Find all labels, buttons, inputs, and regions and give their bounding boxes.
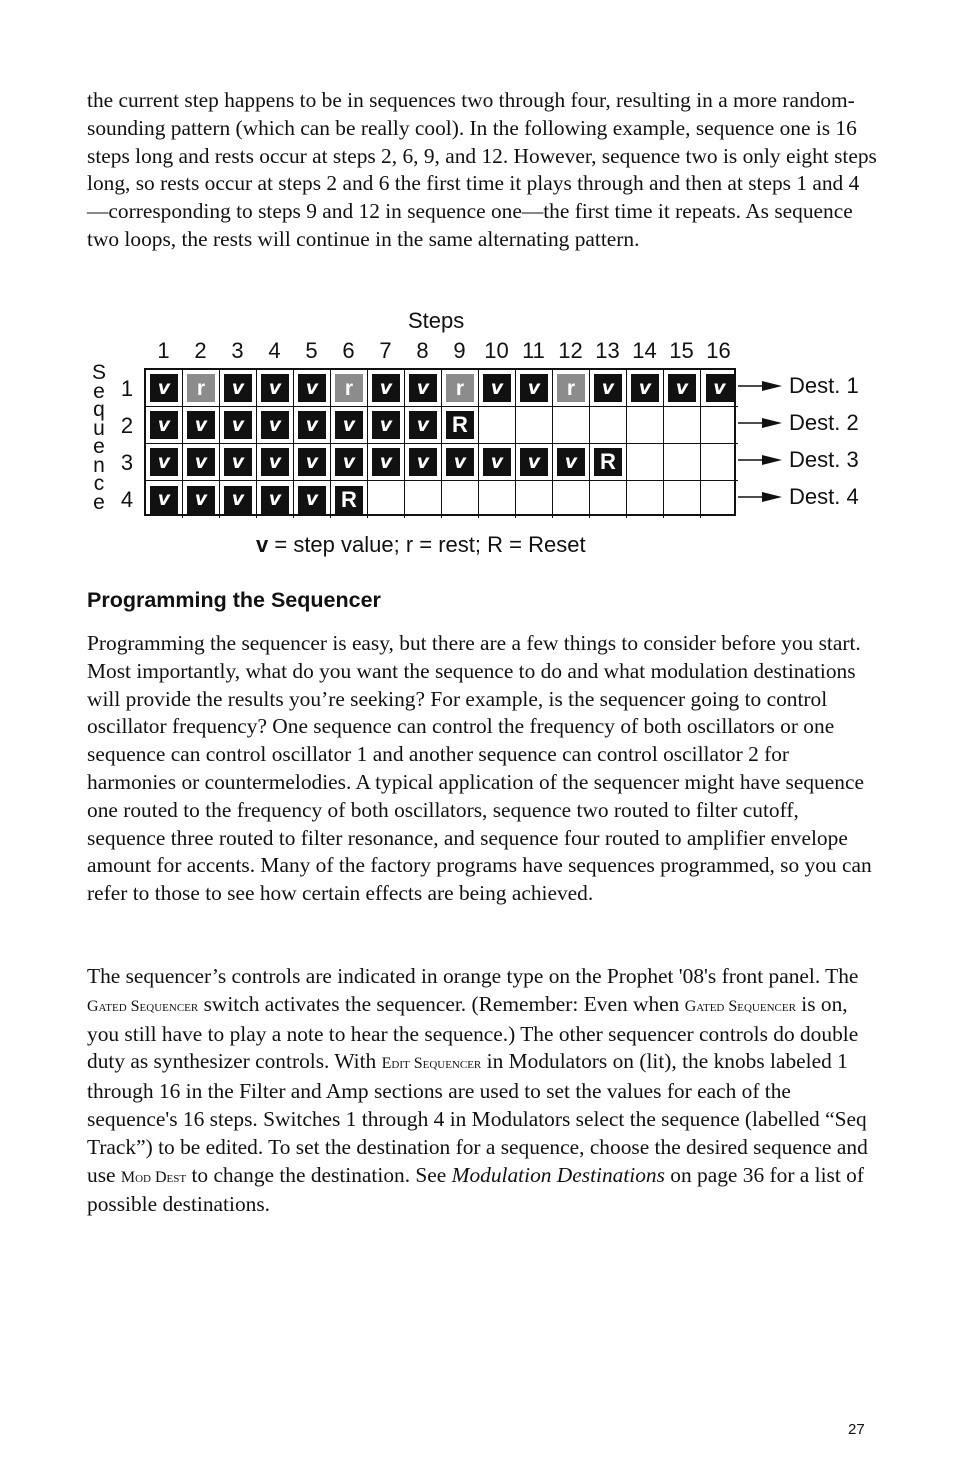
- step-value-chip: v: [557, 448, 585, 476]
- sequence-number: 2: [120, 413, 134, 438]
- step-cell: [331, 407, 368, 444]
- sequence-label-letter: u: [93, 416, 105, 440]
- programming-paragraph: Programming the sequencer is easy, but there are a few things to consider before you start. Most importantly, what do you want the sequence to do and what modulation destinations will provide the results you’re seeking? For example, is the sequencer going to control oscillator frequency? One sequence can control the frequency of both oscillators or one sequence can control oscillator 1 and another sequence can control oscillator 2 for harmonies or countermelodies. A typical application of the sequencer might have sequence one routed to the frequency of both oscillators, sequence two routed to filter cutoff, sequence three routed to filter resonance, and sequence four routed to amplifier envelope amount for accents. Many of the factory programs have sequences programmed, so you can refer to those to see how certain effects are being achieved.: [87, 631, 872, 906]
- sequence-number: 1: [120, 376, 134, 401]
- step-value-chip: v: [224, 448, 252, 476]
- step-cell: [257, 481, 294, 518]
- step-cell: [627, 444, 664, 481]
- step-cell: [368, 370, 405, 407]
- step-cell: [627, 481, 664, 518]
- step-cell: [479, 481, 516, 518]
- step-value-chip: v: [224, 411, 252, 439]
- step-cell: [368, 407, 405, 444]
- step-cell: [294, 370, 331, 407]
- arrow-right-icon: [738, 491, 784, 503]
- text-run: The sequencer’s controls are indicated in orange type on the Prophet '08's front panel. The: [87, 964, 859, 988]
- step-cell: [442, 481, 479, 518]
- step-number: 6: [342, 338, 355, 363]
- step-value-chip: v: [298, 374, 326, 402]
- step-number: 10: [484, 338, 509, 363]
- text-run: in Modulators on (lit), the knobs labeled 1 through 16 in the Filter and Amp sections are used to set the values for each of the sequence's 16 steps. Switches 1 through 4 in Modulators select the sequence (labelled “Seq Track”) to be edited. To set the destination for a sequence, choose the desired sequence and use: [87, 1049, 868, 1187]
- step-cell: [331, 444, 368, 481]
- step-cell: [183, 370, 220, 407]
- step-cell: [220, 444, 257, 481]
- step-cell: [294, 407, 331, 444]
- step-cell: [294, 444, 331, 481]
- mod-dest-term: Mod Dest: [120, 1168, 187, 1186]
- step-value-chip: v: [150, 374, 178, 402]
- destination-label: Dest. 3: [789, 447, 859, 472]
- step-cell: [146, 407, 183, 444]
- step-number: 2: [194, 338, 207, 363]
- step-cell: [479, 370, 516, 407]
- step-value-chip: v: [409, 374, 437, 402]
- legend-v: v: [256, 532, 269, 557]
- step-value-chip: v: [631, 374, 659, 402]
- step-number: 1: [157, 338, 170, 363]
- step-number: 9: [453, 338, 466, 363]
- diagram-legend: [256, 532, 586, 558]
- page-number: 27: [848, 1421, 865, 1438]
- sequence-label-letter: c: [93, 472, 105, 495]
- steps-title: Steps: [408, 308, 465, 333]
- step-cell: [220, 370, 257, 407]
- step-value-chip: v: [187, 411, 215, 439]
- text-run: is on, you still have to play a note to hear the sequence.) The other sequencer controls do double duty as synthesizer controls. With: [87, 991, 859, 1074]
- step-cell: [590, 370, 627, 407]
- step-cell: [368, 481, 405, 518]
- step-value-chip: v: [224, 374, 252, 402]
- step-cell: [442, 407, 479, 444]
- step-value-chip: v: [372, 448, 400, 476]
- step-value-chip: v: [520, 374, 548, 402]
- step-value-chip: v: [372, 374, 400, 402]
- step-value-chip: v: [187, 448, 215, 476]
- step-value-chip: v: [150, 411, 178, 439]
- step-cell: [516, 481, 553, 518]
- step-value-chip: v: [483, 448, 511, 476]
- step-cell: [183, 407, 220, 444]
- sequence-label-letter: e: [93, 379, 105, 403]
- reset-chip: R: [335, 486, 363, 514]
- step-cell: [405, 481, 442, 518]
- step-cell: [405, 370, 442, 407]
- text-run: to change the destination. See: [186, 1162, 452, 1187]
- sequence-label-letter: q: [93, 398, 105, 421]
- step-value-chip: v: [520, 448, 548, 476]
- gated-sequencer-term: Gated Sequencer: [87, 997, 199, 1015]
- step-value-chip: v: [409, 448, 437, 476]
- step-number: 13: [595, 338, 620, 363]
- reset-chip: R: [446, 411, 474, 439]
- step-value-chip: v: [446, 448, 474, 476]
- sequence-label-letter: S: [92, 361, 107, 384]
- destination-label: Dest. 4: [789, 484, 859, 509]
- step-cell: [664, 407, 701, 444]
- step-cell: [442, 444, 479, 481]
- step-value-chip: v: [261, 411, 289, 439]
- step-cell: [553, 370, 590, 407]
- step-cell: [146, 481, 183, 518]
- step-value-chip: v: [483, 374, 511, 402]
- intro-paragraph: the current step happens to be in sequences two through four, resulting in a more random-sounding pattern (which can be really cool). In the following example, sequence one is 16 steps long and rests occur at steps 2, 6, 9, and 12. However, sequence two is only eight steps long, so rests occur at steps 2 and 6 the first time it plays through and then at steps 1 and 4—corresponding to steps 9 and 12 in sequence one—the first time it repeats. As sequence two loops, the rests will continue in the same alternating pattern.: [87, 88, 877, 251]
- step-number: 8: [416, 338, 429, 363]
- step-number: 14: [632, 338, 657, 363]
- step-value-chip: v: [335, 411, 363, 439]
- section-heading: Programming the Sequencer: [87, 588, 381, 612]
- step-number: 11: [522, 338, 545, 363]
- step-cell: [331, 370, 368, 407]
- step-value-chip: v: [668, 374, 696, 402]
- sequence-number: 4: [120, 487, 134, 512]
- step-cell: [220, 481, 257, 518]
- sequence-label-letter: e: [93, 490, 105, 514]
- step-cell: [664, 481, 701, 518]
- step-cell: [479, 407, 516, 444]
- step-cell: [368, 444, 405, 481]
- step-value-chip: v: [298, 486, 326, 514]
- step-value-chip: v: [187, 486, 215, 514]
- step-value-chip: v: [409, 411, 437, 439]
- step-value-chip: v: [298, 411, 326, 439]
- sequence-number: 3: [120, 450, 134, 475]
- step-value-chip: v: [706, 374, 734, 402]
- step-cell: [257, 370, 294, 407]
- step-value-chip: v: [594, 374, 622, 402]
- step-cell: [664, 444, 701, 481]
- step-cell: [664, 370, 701, 407]
- arrow-right-icon: [738, 380, 784, 392]
- step-number: 5: [305, 338, 318, 363]
- step-cell: [553, 444, 590, 481]
- step-cell: [590, 444, 627, 481]
- step-cell: [627, 407, 664, 444]
- step-number: 7: [379, 338, 392, 363]
- step-value-chip: v: [150, 486, 178, 514]
- step-value-chip: v: [372, 411, 400, 439]
- step-cell: [146, 444, 183, 481]
- step-value-chip: v: [224, 486, 252, 514]
- text-run: on page 36 for a list of possible destinations.: [87, 1162, 864, 1217]
- modulation-destinations-reference: Modulation Destinations: [451, 1162, 665, 1187]
- sequence-label-letter: e: [93, 435, 105, 458]
- reset-chip: R: [594, 448, 622, 476]
- gated-sequencer-term: Gated Sequencer: [684, 997, 796, 1015]
- step-cell: [479, 444, 516, 481]
- step-cell: [442, 370, 479, 407]
- step-cell: [701, 481, 738, 518]
- edit-sequencer-term: Edit Sequencer: [381, 1055, 482, 1073]
- controls-paragraph: [87, 963, 877, 1219]
- step-cell: [220, 407, 257, 444]
- step-number: 3: [231, 338, 244, 363]
- step-cell: [516, 407, 553, 444]
- sequence-label-letter: n: [93, 453, 105, 477]
- step-cell: [257, 407, 294, 444]
- step-value-chip: v: [335, 448, 363, 476]
- step-cell: [405, 407, 442, 444]
- step-cell: [183, 481, 220, 518]
- step-number: 16: [706, 338, 731, 363]
- step-value-chip: v: [298, 448, 326, 476]
- rest-chip: r: [557, 374, 585, 402]
- step-cell: [294, 481, 331, 518]
- destination-label: Dest. 1: [789, 373, 859, 398]
- step-cell: [331, 481, 368, 518]
- rest-chip: r: [187, 374, 215, 402]
- rest-chip: r: [446, 374, 474, 402]
- step-cell: [590, 407, 627, 444]
- text-run: switch activates the sequencer. (Remember: Even when: [198, 991, 685, 1016]
- step-grid: [144, 368, 736, 516]
- step-cell: [257, 444, 294, 481]
- step-cell: [701, 370, 738, 407]
- step-cell: [516, 370, 553, 407]
- step-number: 12: [558, 338, 583, 363]
- step-value-chip: v: [261, 448, 289, 476]
- step-cell: [183, 444, 220, 481]
- legend-text: = step value; r = rest; R = Reset: [268, 532, 586, 557]
- rest-chip: r: [335, 374, 363, 402]
- destination-label: Dest. 2: [789, 410, 859, 435]
- step-cell: [553, 481, 590, 518]
- step-value-chip: v: [150, 448, 178, 476]
- step-cell: [516, 444, 553, 481]
- step-number: 15: [669, 338, 694, 363]
- step-value-chip: v: [261, 486, 289, 514]
- step-cell: [627, 370, 664, 407]
- arrow-right-icon: [738, 417, 784, 429]
- step-cell: [590, 481, 627, 518]
- step-number: 4: [268, 338, 281, 363]
- step-cell: [553, 407, 590, 444]
- step-cell: [146, 370, 183, 407]
- arrow-right-icon: [738, 454, 784, 466]
- step-cell: [701, 444, 738, 481]
- sequencer-diagram: [0, 300, 954, 570]
- step-cell: [405, 444, 442, 481]
- step-value-chip: v: [261, 374, 289, 402]
- step-cell: [701, 407, 738, 444]
